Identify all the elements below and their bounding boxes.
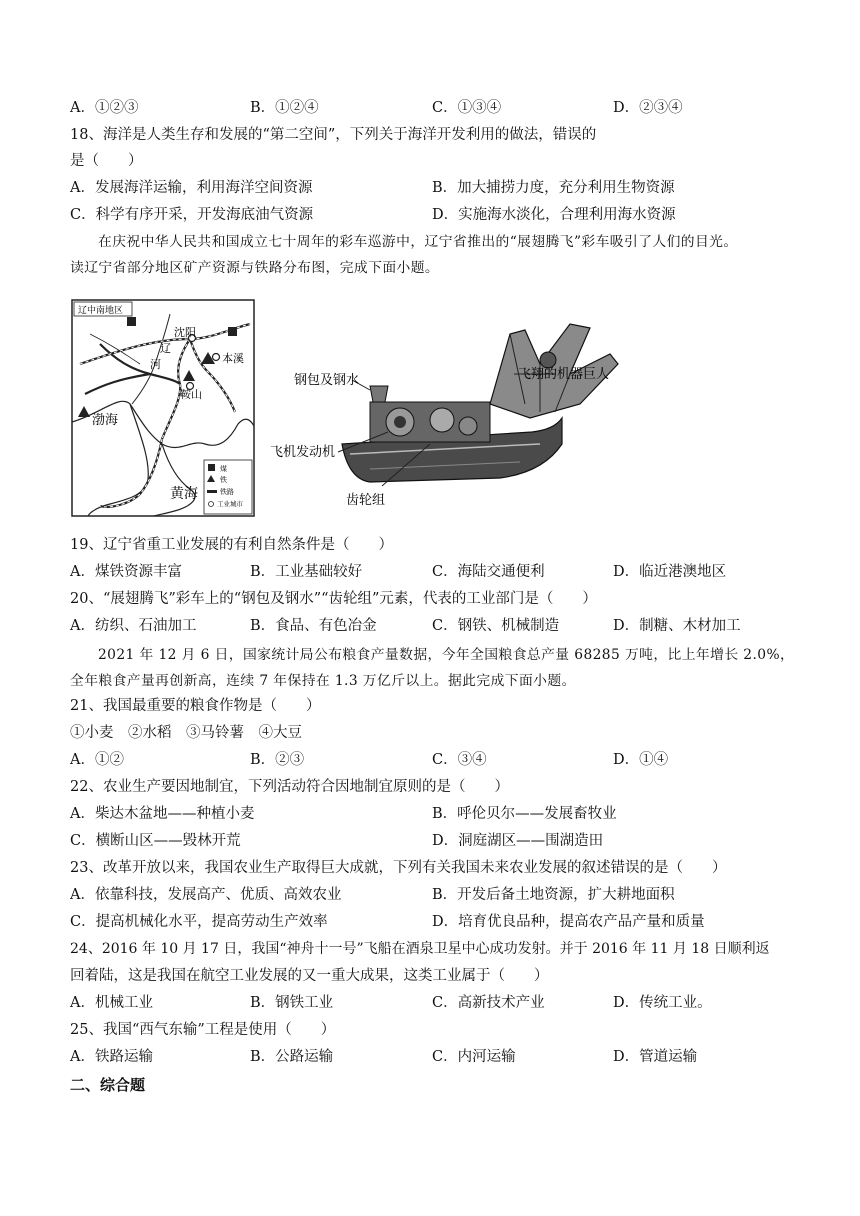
q17-option-d: D．②③④ [613,100,683,116]
q17-option-c: C．①③④ [432,100,502,116]
coal-marker [127,317,136,326]
q21-option-b: B．②③ [250,752,305,768]
q23-option-a: A．依靠科技，发展高产、优质、高效农业 [70,887,342,903]
q18-stem-line2: 是（ ） [70,153,143,169]
q19-option-b: B．工业基础较好 [250,564,363,580]
q23-stem: 23、改革开放以来，我国农业生产取得巨大成就，下列有关我国未来农业发展的叙述错误的是（ ） [70,860,727,876]
parade-float-illustration [270,324,618,508]
passage-grain-line1: 2021 年 12 月 6 日，国家统计局公布粮食产量数据，今年全国粮食总产量 68285 万吨，比上年增长 2.0%， [98,647,795,663]
engine-hub [394,416,406,428]
q18-stem-line1: 18、海洋是人类生存和发展的“第二空间”，下列关于海洋开发利用的做法，错误的 [70,127,597,143]
q20-option-b: B．食品、有色冶金 [250,618,377,634]
label-bohai: 渤海 [92,413,119,428]
q18-option-c: C．科学有序开采，开发海底油气资源 [70,207,314,223]
q23-option-b: B．开发后备土地资源，扩大耕地面积 [432,887,675,903]
q18-option-b: B．加大捕捞力度，充分利用生物资源 [432,180,675,196]
map-inset-title: 辽中南地区 [78,306,124,316]
legend-city: 工业城市 [217,500,243,508]
q22-option-b: B．呼伦贝尔——发展畜牧业 [432,806,617,822]
q19-option-d: D．临近港澳地区 [613,564,727,580]
legend-coal: 煤 [220,465,227,473]
section-comprehensive-title: 二、综合题 [70,1076,146,1094]
q25-option-b: B．公路运输 [250,1049,334,1065]
q25-option-a: A．铁路运输 [70,1049,153,1065]
passage-liaoning-line1: 在庆祝中华人民共和国成立七十周年的彩车巡游中，辽宁省推出的“展翅腾飞”彩车吸引了人们的目光。 [98,234,738,250]
q24-option-d: D．传统工业。 [613,995,712,1011]
label-gear-set: 齿轮组 [346,493,386,508]
figure-svg [70,294,670,522]
map-legend [204,460,252,514]
q24-stem-line1: 24、2016 年 10 月 17 日，我国“神舟十一号”飞船在酒泉卫星中心成功发射。并于 2016 年 11 月 18 日顺利返 [70,941,770,957]
label-river: 河 [150,358,161,371]
legend-iron: 铁 [220,476,227,484]
q24-option-c: C．高新技术产业 [432,995,545,1011]
q17-option-b: B．①②④ [250,100,319,116]
label-liao: 辽 [160,342,171,355]
q21-stem: 21、我国最重要的粮食作物是（ ） [70,698,321,714]
passage-grain [70,642,800,694]
q24-option-a: A．机械工业 [70,995,153,1011]
liaoning-map [72,300,254,516]
q19-stem: 19、辽宁省重工业发展的有利自然条件是（ ） [70,537,393,553]
label-huanghai: 黄海 [170,486,198,502]
q24-option-b: B．钢铁工业 [250,995,334,1011]
q20-stem: 20、“展翅腾飞”彩车上的“钢包及钢水”“齿轮组”元素，代表的工业部门是（ ） [70,591,597,607]
q21-items: ①小麦 ②水稻 ③马铃薯 ④大豆 [70,725,302,741]
label-benxi: 本溪 [222,352,244,365]
q17-option-a: A．①②③ [70,100,139,116]
city-benxi [213,354,220,361]
label-aero-engine: 飞机发动机 [270,445,336,460]
robot-head [540,352,556,368]
passage-liaoning [70,229,800,281]
q20-option-c: C．钢铁、机械制造 [432,618,560,634]
label-steel-ladle: 钢包及钢水 [294,373,360,388]
q25-option-d: D．管道运输 [613,1049,698,1065]
q22-option-c: C．横断山区——毁林开荒 [70,833,241,849]
q21-option-d: D．①④ [613,752,669,768]
coal-marker [228,327,237,336]
q25-stem: 25、我国“西气东输”工程是使用（ ） [70,1022,336,1038]
gear [459,417,477,435]
q23-option-c: C．提高机械化水平，提高劳动生产效率 [70,914,328,930]
label-anshan: 鞍山 [180,388,202,401]
q20-option-a: A．纺织、石油加工 [70,618,197,634]
q23-option-d: D．培育优良品种，提高农产品产量和质量 [432,914,705,930]
figure-liaoning [70,294,670,526]
steel-ladle [370,386,388,402]
q21-option-a: A．①② [70,752,124,768]
q18-option-d: D．实施海水淡化，合理利用海水资源 [432,207,676,223]
q18-option-a: A．发展海洋运输，利用海洋空间资源 [70,180,313,196]
label-shenyang: 沈阳 [174,326,196,339]
q22-stem: 22、农业生产要因地制宜，下列活动符合因地制宜原则的是（ ） [70,779,509,795]
legend-rail: 铁路 [220,488,234,496]
passage-liaoning-line2: 读辽宁省部分地区矿产资源与铁路分布图，完成下面小题。 [70,260,440,276]
q21-option-c: C．③④ [432,752,487,768]
q24-stem-line2: 回着陆，这是我国在航空工业发展的又一重大成果，这类工业属于（ ） [70,968,549,984]
gear [430,408,454,432]
label-robot-giant: 飞翔的机器巨人 [518,367,610,382]
q25-option-c: C．内河运输 [432,1049,516,1065]
q19-option-c: C．海陆交通便利 [432,564,545,580]
passage-grain-line2: 全年粮食产量再创新高，连续 7 年保持在 1.3 万亿斤以上。据此完成下面小题。 [70,673,576,689]
q22-option-d: D．洞庭湖区——围湖造田 [432,833,604,849]
q22-option-a: A．柴达木盆地——种植小麦 [70,806,255,822]
q20-option-d: D．制糖、木材加工 [613,618,741,634]
q19-option-a: A．煤铁资源丰富 [70,564,182,580]
